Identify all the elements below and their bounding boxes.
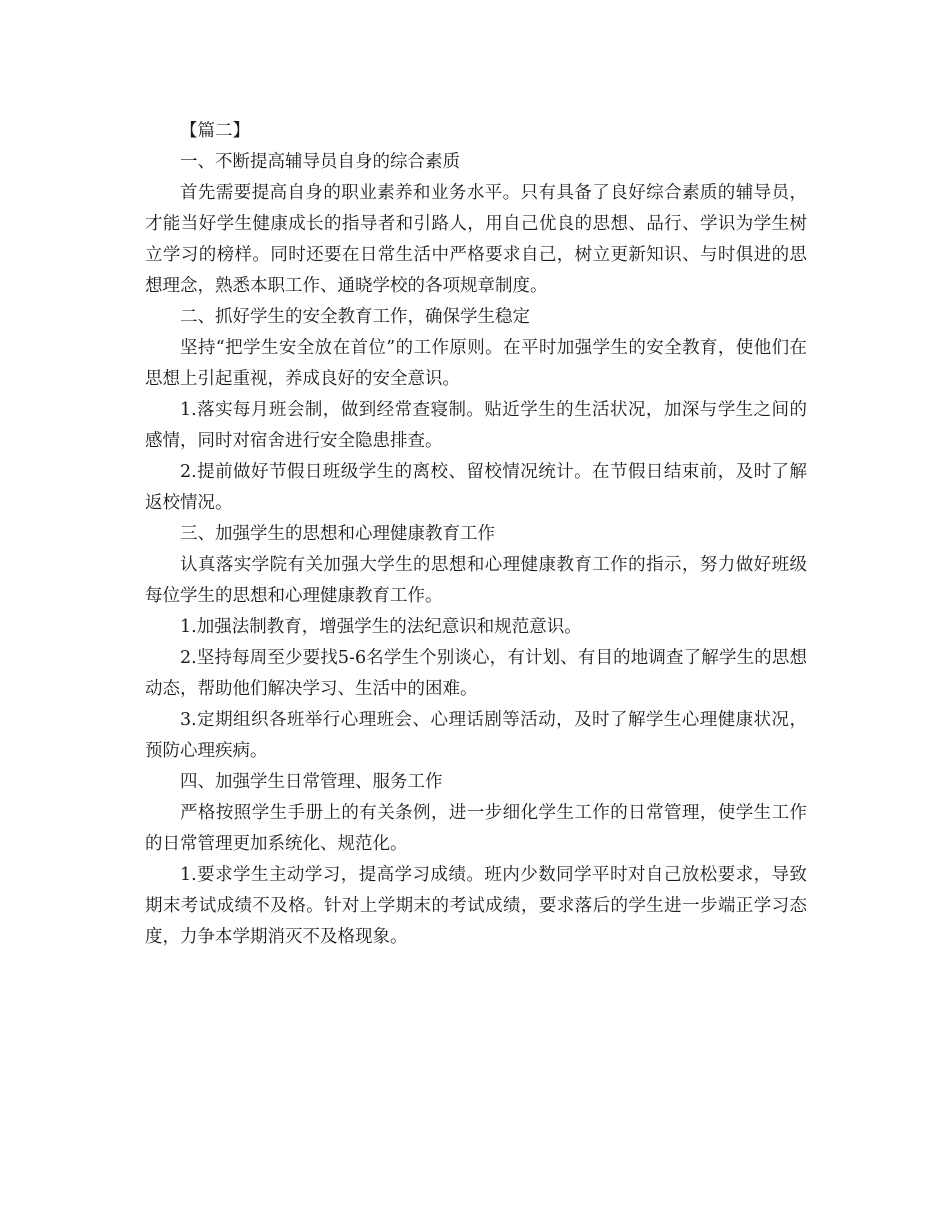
paragraph: 坚持“把学生安全放在首位”的工作原则。在平时加强学生的安全教育，使他们在思想上引起重视，养成良好的安全意识。	[145, 338, 807, 389]
paragraph: 首先需要提高自身的职业素养和业务水平。只有具备了良好综合素质的辅导员，才能当好学生健康成长的指导者和引路人，用自己优良的思想、品行、学识为学生树立学习的榜样。同时还要在日常生活中严格要求自己，树立更新知识、与时俱进的思想理念，熟悉本职工作、通晓学校的各项规章制度。	[145, 183, 807, 296]
section-marker: 【篇二】	[180, 121, 250, 141]
list-item: 1.加强法制教育，增强学生的法纪意识和规范意识。	[180, 617, 582, 637]
heading-section-3: 三、加强学生的思想和心理健康教育工作	[180, 524, 495, 544]
heading-section-4: 四、加强学生日常管理、服务工作	[180, 772, 443, 792]
list-item: 3.定期组织各班举行心理班会、心理话剧等活动，及时了解学生心理健康状况，预防心理疾病。	[145, 710, 807, 761]
heading-section-2: 二、抓好学生的安全教育工作，确保学生稳定	[180, 307, 530, 327]
list-item: 2.提前做好节假日班级学生的离校、留校情况统计。在节假日结束前，及时了解返校情况。	[145, 462, 807, 513]
heading-section-1: 一、不断提高辅导员自身的综合素质	[180, 152, 460, 172]
document-body	[145, 116, 807, 953]
list-item: 1.要求学生主动学习，提高学习成绩。班内少数同学平时对自己放松要求，导致期末考试成绩不及格。针对上学期末的考试成绩，要求落后的学生进一步端正学习态度，力争本学期消灭不及格现象。	[145, 865, 807, 947]
list-item: 2.坚持每周至少要找5-6名学生个别谈心，有计划、有目的地调查了解学生的思想动态，帮助他们解决学习、生活中的困难。	[145, 648, 807, 699]
paragraph: 严格按照学生手册上的有关条例，进一步细化学生工作的日常管理，使学生工作的日常管理更加系统化、规范化。	[145, 803, 807, 854]
paragraph: 认真落实学院有关加强大学生的思想和心理健康教育工作的指示，努力做好班级每位学生的思想和心理健康教育工作。	[145, 555, 807, 606]
list-item: 1.落实每月班会制，做到经常查寝制。贴近学生的生活状况，加深与学生之间的感情，同时对宿舍进行安全隐患排查。	[145, 400, 807, 451]
